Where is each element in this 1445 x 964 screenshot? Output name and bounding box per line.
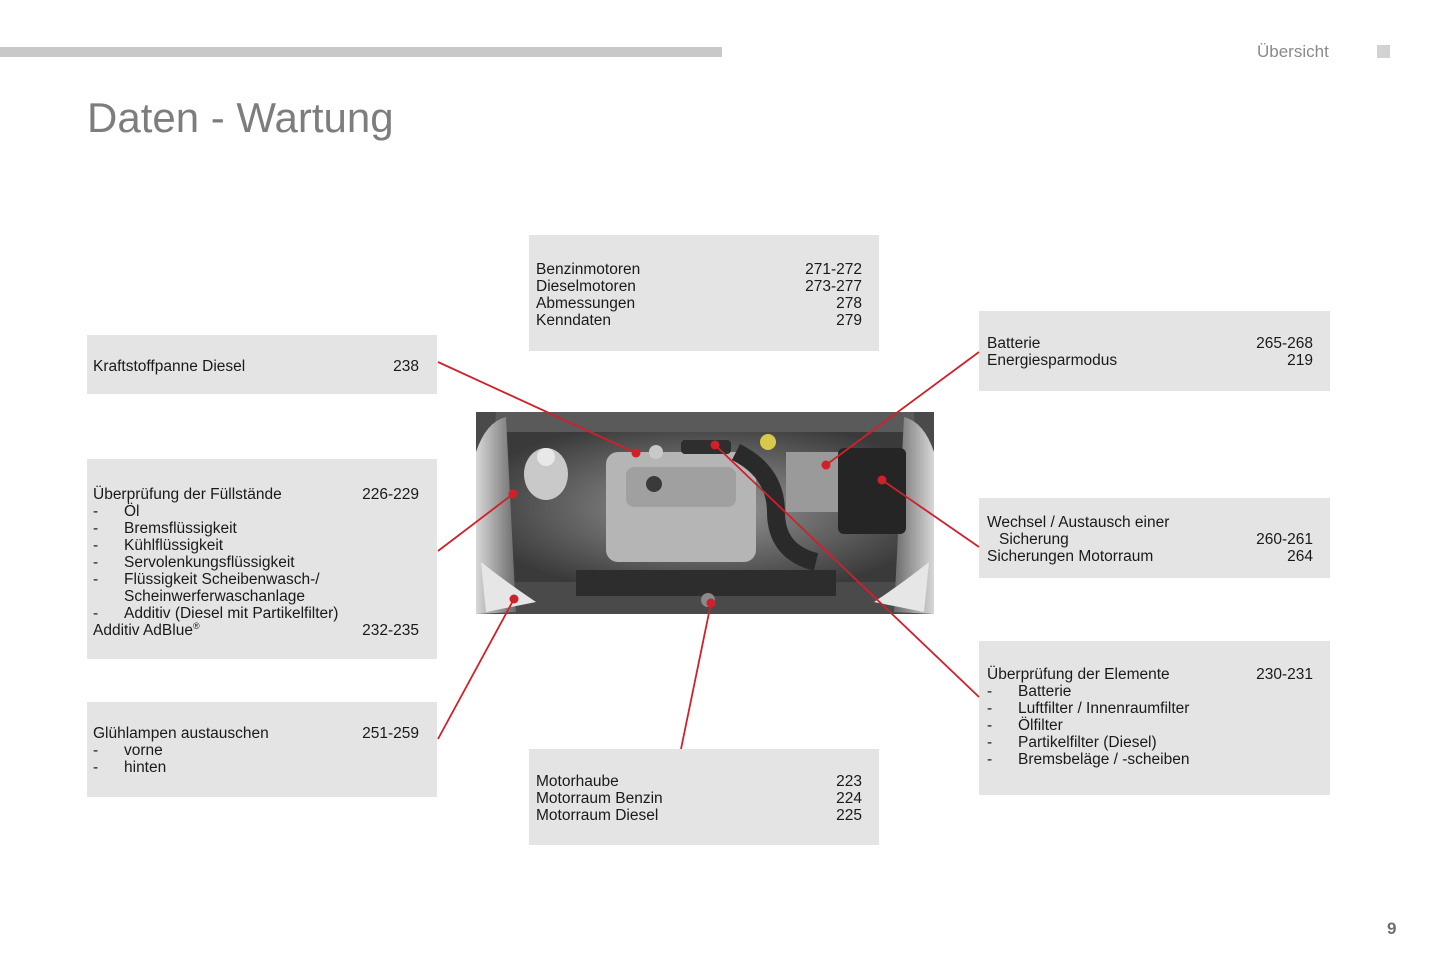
list-item-continuation: Scheinwerferwaschanlage [124,588,305,605]
list-item[interactable]: Abmessungen 278 [536,295,862,312]
list-item[interactable]: Kenndaten 279 [536,312,862,329]
list-item[interactable]: - Bremsbeläge / -scheiben [987,751,1190,768]
list-item[interactable]: - Kühlflüssigkeit [93,537,224,554]
list-item[interactable]: - vorne [93,742,163,759]
list-item[interactable]: Kraftstoffpanne Diesel 238 [93,358,419,375]
box-kraftstoffpanne [87,335,437,394]
list-item[interactable]: - Öl [93,503,140,520]
nav-square-icon[interactable] [1377,45,1390,58]
header-bar [0,47,722,57]
list-item[interactable]: Überprüfung der Elemente 230-231 [987,666,1313,683]
nav-overview-link[interactable]: Übersicht [1257,42,1329,61]
list-item[interactable]: - Luftfilter / Innenraumfilter [987,700,1190,717]
list-item[interactable]: - Partikelfilter (Diesel) [987,734,1157,751]
list-item[interactable]: Motorraum Diesel 225 [536,807,862,824]
list-item[interactable]: Wechsel / Austausch einer [987,514,1170,531]
engine-bay-image [476,412,934,614]
list-item[interactable]: Sicherungen Motorraum 264 [987,548,1313,565]
list-item[interactable]: - Flüssigkeit Scheibenwasch-/ [93,571,320,588]
box-elemente [979,641,1330,795]
box-motoren [529,235,879,351]
list-item[interactable]: Energiesparmodus 219 [987,352,1313,369]
list-item[interactable]: Benzinmotoren 271-272 [536,261,862,278]
list-item[interactable]: Motorhaube 223 [536,773,862,790]
list-item[interactable]: Glühlampen austauschen 251-259 [93,725,419,742]
list-item[interactable]: Motorraum Benzin 224 [536,790,862,807]
list-item[interactable]: - Bremsflüssigkeit [93,520,237,537]
list-item[interactable]: - Batterie [987,683,1072,700]
page-number: 9 [1387,919,1397,938]
page-title: Daten - Wartung [87,94,394,141]
list-item[interactable]: Sicherung 260-261 [999,531,1313,548]
box-fuellstaende [87,459,437,659]
list-item[interactable]: Überprüfung der Füllstände 226-229 [93,486,419,503]
list-item[interactable]: - Servolenkungsflüssigkeit [93,554,295,571]
box-gluehlampen [87,702,437,797]
list-item[interactable]: Dieselmotoren 273-277 [536,278,862,295]
list-item[interactable]: Batterie 265-268 [987,335,1313,352]
box-sicherung [979,498,1330,578]
list-item[interactable]: - Additiv (Diesel mit Partikelfilter) [93,605,339,622]
box-motorhaube [529,749,879,845]
box-batterie [979,311,1330,391]
list-item[interactable]: Additiv AdBlue® 232-235 [93,620,419,639]
list-item[interactable]: - hinten [93,759,167,776]
list-item[interactable]: - Ölfilter [987,717,1063,734]
